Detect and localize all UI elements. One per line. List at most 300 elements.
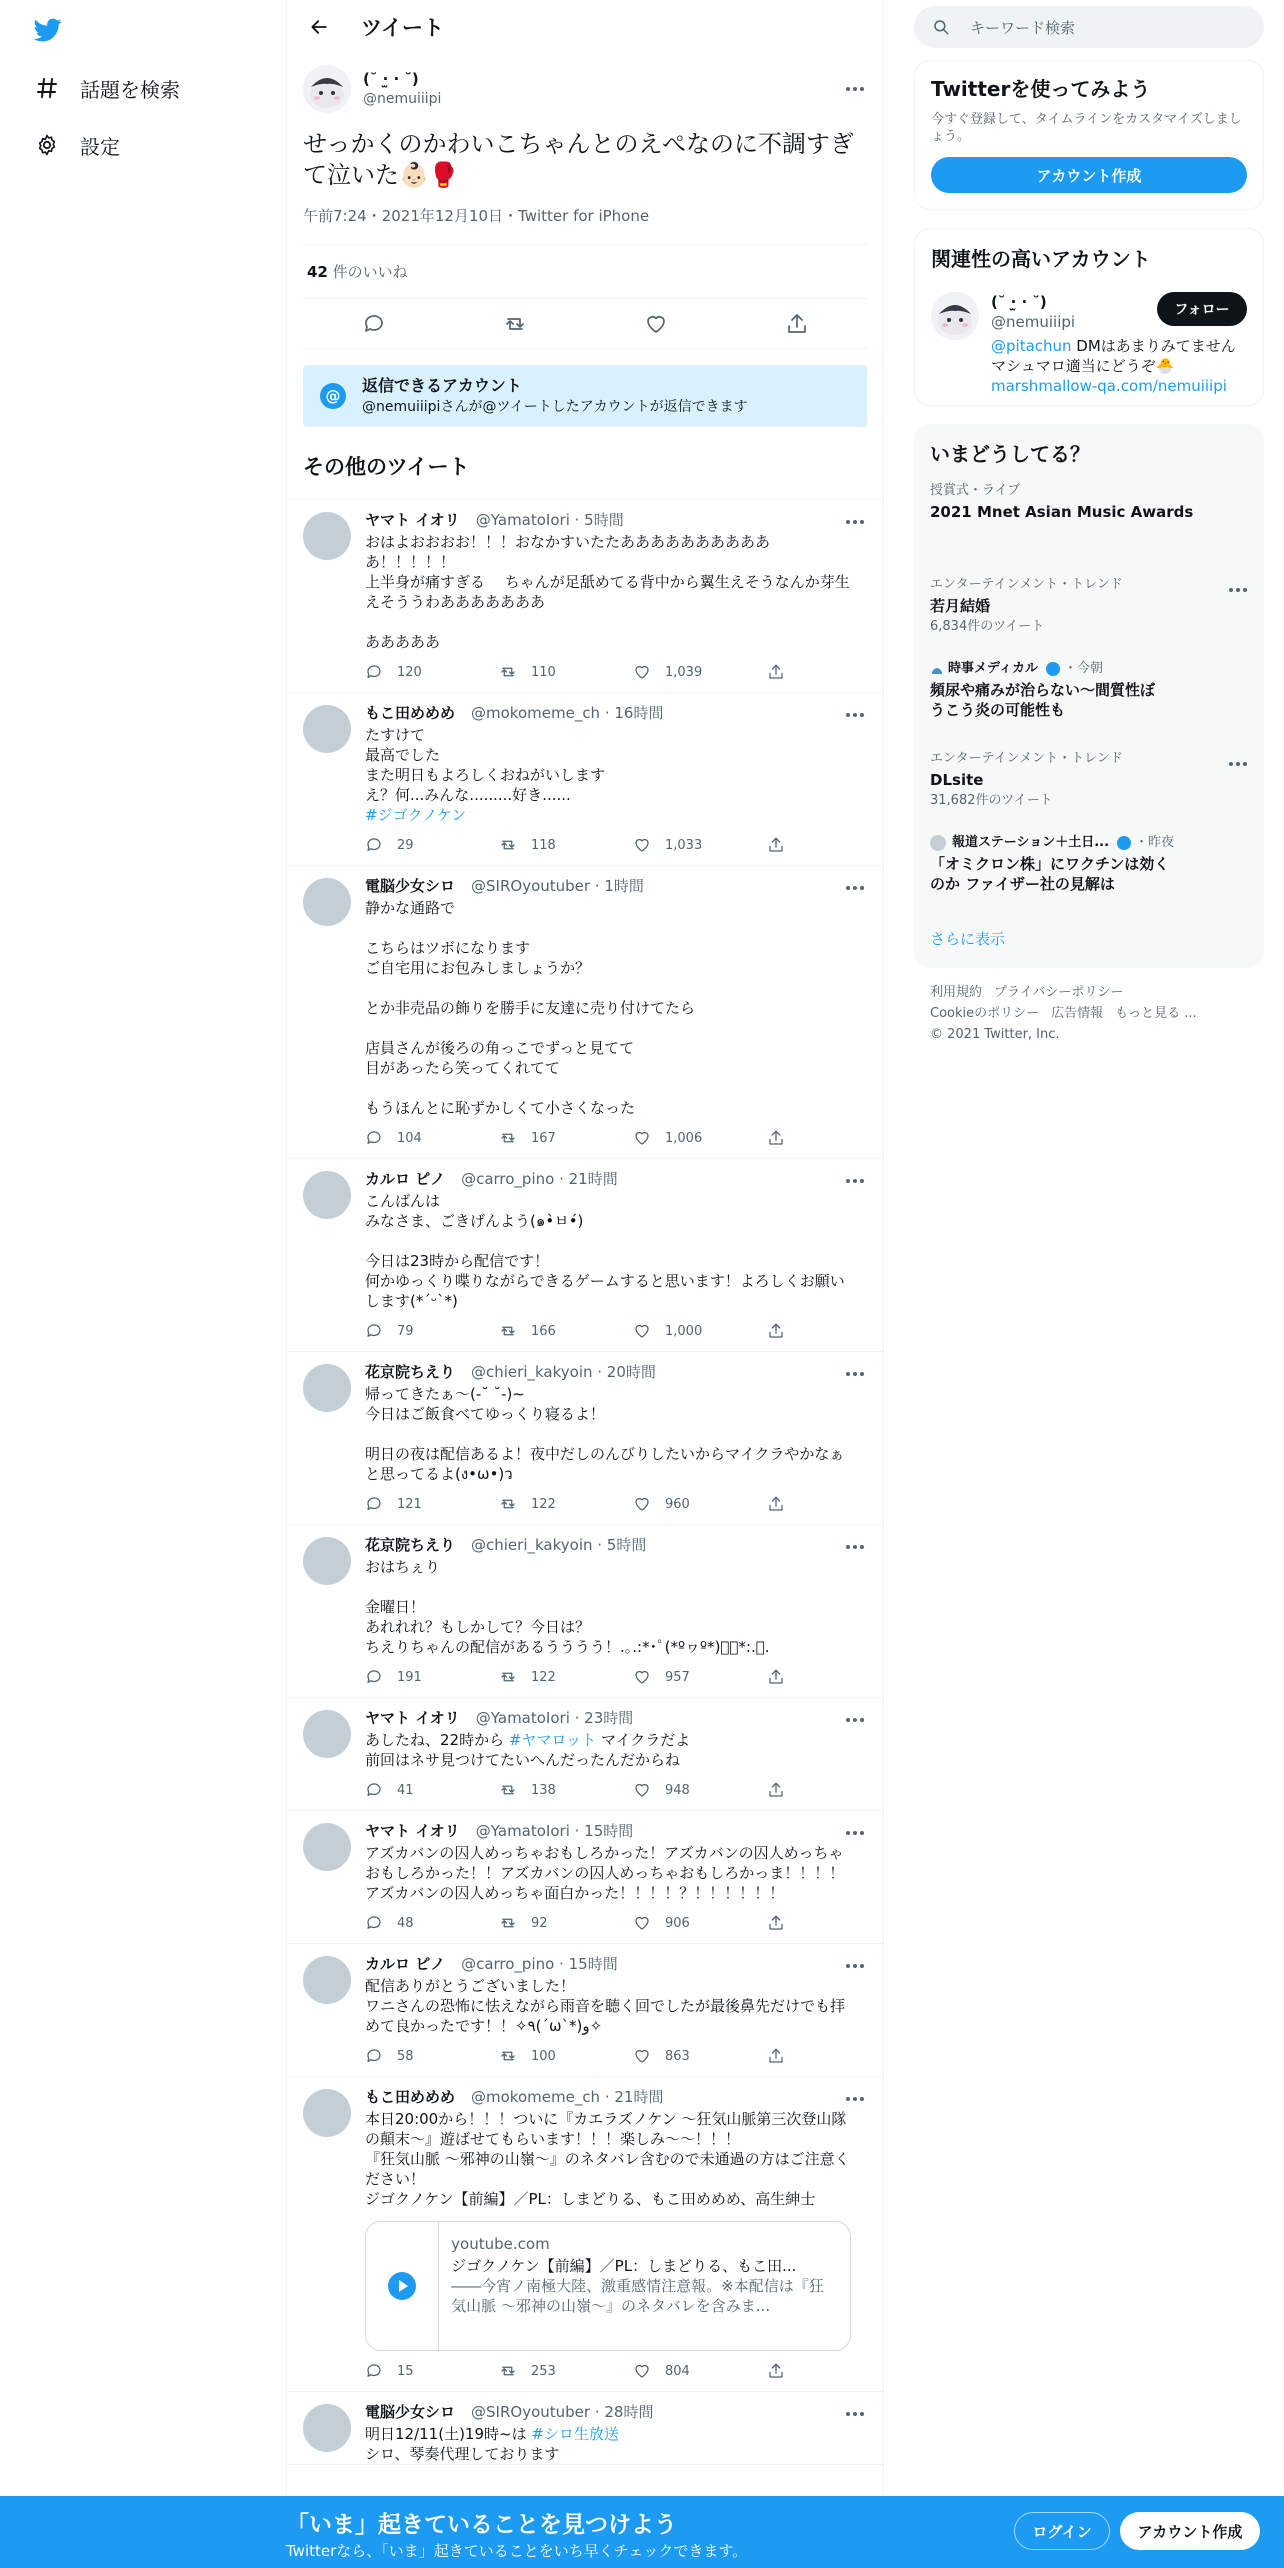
trend-more-icon[interactable] [1226, 756, 1250, 772]
tweet-text: 明日12/11(土)19時~は [365, 2425, 532, 2443]
like-count: 948 [665, 1782, 690, 1798]
like-icon [633, 836, 651, 854]
news-item[interactable] [914, 660, 1264, 720]
likes-count[interactable] [303, 245, 867, 299]
main-column [286, 0, 884, 2568]
author-handle[interactable]: @nemuiiipi [363, 91, 442, 107]
tweet-item[interactable] [287, 1698, 883, 1811]
more-icon[interactable] [843, 1366, 867, 1382]
twitter-logo-icon[interactable] [32, 16, 64, 44]
tweet-actions [303, 299, 867, 349]
reply-count: 120 [397, 664, 422, 680]
nav-explore-label: 話題を検索 [80, 77, 180, 102]
reply-icon [365, 1129, 383, 1147]
tweet-item[interactable] [287, 693, 883, 866]
avatar[interactable] [303, 2404, 351, 2452]
share-button[interactable] [767, 663, 799, 681]
header [287, 0, 883, 53]
tweet-author-meta[interactable]: @chieri_kakyoin · 5時間 [471, 1536, 647, 1554]
reply-button[interactable] [365, 663, 499, 681]
tweet-author-meta[interactable]: @carro_pino · 21時間 [461, 1170, 618, 1188]
tweet-item[interactable] [287, 2077, 883, 2392]
like-count: 1,000 [665, 1323, 703, 1339]
news-logo-icon [930, 835, 946, 851]
retweet-button[interactable] [499, 1781, 633, 1799]
share-button[interactable] [767, 1668, 799, 1686]
like-count: 960 [665, 1496, 690, 1512]
reply-icon [365, 1322, 383, 1340]
retweet-icon [499, 1129, 517, 1147]
trend-title: DLsite [930, 771, 984, 789]
tweet-author-name[interactable]: もこ田めめめ [365, 704, 456, 722]
reply-icon [365, 2047, 383, 2065]
reply-button[interactable] [365, 1781, 499, 1799]
news-item[interactable] [914, 834, 1264, 894]
more-icon[interactable] [843, 2406, 867, 2422]
tweet-author-meta[interactable]: @YamatoIori · 5時間 [475, 511, 624, 529]
retweet-count: 122 [531, 1669, 556, 1685]
more-icon[interactable] [843, 880, 867, 896]
tweet-text: アズカバンの囚人めっちゃおもしろかった！アズカバンの囚人めっちゃおもしろかった！！アズカバンの囚人めっちゃおもしろかっま！！！！アズカバンの囚人めっちゃ面白かった！！！！？！！！！！！ [365, 1844, 845, 1902]
share-icon [767, 663, 785, 681]
reply-count: 79 [397, 1323, 414, 1339]
news-source-name: 報道ステーション＋土日... [952, 835, 1110, 850]
search-input[interactable]: キーワード検索 [970, 18, 1076, 37]
retweet-count: 253 [531, 2363, 556, 2379]
retweet-button[interactable] [499, 1129, 633, 1147]
card-domain: youtube.com [451, 2235, 550, 2253]
search-bar[interactable] [914, 6, 1264, 48]
tweet-text: 配信ありがとうございました！ ワニさんの恐怖に怯えながら雨音を聴く回でしたが最後鼻先だけでも拝めて良かったです！！✧٩(ˊωˋ*)و✧ [365, 1977, 846, 2035]
tweet-body [365, 1191, 867, 1311]
like-button[interactable] [633, 2047, 767, 2065]
retweet-icon [499, 1781, 517, 1799]
footer-link[interactable]: プライバシーポリシー [994, 985, 1124, 1000]
like-icon [633, 663, 651, 681]
focused-tweet [287, 53, 883, 427]
like-icon [633, 2047, 651, 2065]
reply-button[interactable] [365, 2047, 499, 2065]
like-count: 1,033 [665, 837, 703, 853]
tweet-author-meta[interactable]: @YamatoIori · 23時間 [475, 1709, 634, 1727]
like-button[interactable] [633, 1781, 767, 1799]
retweet-count: 110 [531, 664, 556, 680]
avatar[interactable] [303, 705, 351, 753]
share-icon [767, 2047, 785, 2065]
reply-icon [365, 1914, 383, 1932]
related-handle[interactable]: @nemuiiipi [991, 313, 1076, 331]
retweet-count: 167 [531, 1130, 556, 1146]
tweet-item[interactable] [287, 1159, 883, 1352]
tweet-list [287, 500, 883, 2465]
news-title: 「オミクロン株」にワクチンは効くのか ファイザー社の見解は [930, 855, 1170, 893]
trend-title: 2021 Mnet Asian Music Awards [930, 503, 1194, 521]
tweet-actions [365, 1118, 867, 1158]
related-avatar[interactable] [931, 292, 979, 340]
like-count: 804 [665, 2363, 690, 2379]
tweet-author-name[interactable]: ヤマト イオリ [365, 1709, 460, 1727]
retweet-button[interactable] [499, 1495, 633, 1513]
like-count: 863 [665, 2048, 690, 2064]
retweet-count: 138 [531, 1782, 556, 1798]
trend-title: 若月結婚 [930, 597, 991, 615]
reply-count: 121 [397, 1496, 422, 1512]
tweet-text: シロ、琴奏代理しております [365, 2445, 560, 2463]
tweet-text: こんばんは みなさま、ごきげんよう(๑•̀ㅂ•́) 今日は23時から配信です！ 何かゆっくり喋りながらできるゲームすると思います！よろしくお願いします(*ˊᵕˋ*) [365, 1192, 845, 1310]
tweet-actions [365, 1484, 867, 1524]
tweet-author-meta[interactable]: @SIROyoutuber · 28時間 [471, 2403, 654, 2421]
reply-button[interactable] [365, 836, 499, 854]
related-bio [991, 336, 1247, 396]
banner-title: 「いま」起きていることを見つけよう [286, 2512, 677, 2538]
retweet-icon [499, 663, 517, 681]
play-icon [366, 2222, 439, 2350]
related-accounts-panel [914, 228, 1264, 406]
hashtag-link[interactable]: #シロ生放送 [531, 2425, 619, 2443]
reply-icon [365, 1495, 383, 1513]
banner-sub: Twitterなら、「いま」起きていることをいち早くチェックできます。 [286, 2542, 748, 2560]
retweet-count: 92 [531, 1915, 548, 1931]
tweet-author-name[interactable]: ヤマト イオリ [365, 1822, 460, 1840]
tweet-body [365, 725, 867, 825]
like-icon[interactable] [644, 312, 668, 336]
footer [930, 982, 1250, 1045]
tweet-item[interactable] [287, 1944, 883, 2077]
more-tweets-title: その他のツイート [287, 427, 883, 500]
trends-panel [914, 424, 1264, 968]
share-button[interactable] [767, 1129, 799, 1147]
news-time: ・今朝 [1063, 661, 1103, 676]
avatar[interactable] [303, 1537, 351, 1585]
page-title: ツイート [361, 15, 444, 40]
news-source [930, 834, 1248, 852]
reply-count: 15 [397, 2363, 414, 2379]
reply-count: 29 [397, 837, 414, 853]
tweet-item[interactable] [287, 1352, 883, 1525]
trend-more-icon[interactable] [1226, 582, 1250, 598]
hashtag-link[interactable]: #ヤマロット [508, 1731, 597, 1749]
like-icon [633, 1495, 651, 1513]
share-button[interactable] [767, 1914, 799, 1932]
gear-icon [34, 132, 60, 158]
share-icon[interactable] [785, 312, 809, 336]
like-icon [633, 1914, 651, 1932]
retweet-button[interactable] [499, 1914, 633, 1932]
retweet-icon [499, 2362, 517, 2380]
tweet-author-meta[interactable]: @chieri_kakyoin · 20時間 [471, 1363, 656, 1381]
tweet-text: 本日20:00から！！！ついに『カエラズノケン ～狂気山脈第三次登山隊の顛末～』遊ばせてもらいます！！！楽しみ～～！！！ 『狂気山脈 ～邪神の山嶺～』のネタバレ含むので未通過の方はご注意ください！ ジゴクノケン【前編】／PL：しまどりる、もこ田めめめ、高生紳士 [365, 2110, 850, 2208]
show-more-link[interactable]: さらに表示 [930, 930, 1006, 948]
tweet-item[interactable] [287, 2392, 883, 2465]
related-name[interactable]: (˘ ·̫ · ˘) [991, 293, 1047, 311]
reply-restriction-notice [303, 365, 867, 427]
retweet-button[interactable] [499, 2362, 633, 2380]
more-icon[interactable] [843, 1712, 867, 1728]
like-count: 1,039 [665, 664, 703, 680]
retweet-count: 122 [531, 1496, 556, 1512]
tweet-author-name[interactable]: もこ田めめめ [365, 2088, 456, 2106]
avatar[interactable] [303, 512, 351, 560]
like-count: 1,006 [665, 1130, 703, 1146]
tweet-actions [365, 2036, 867, 2076]
share-icon [767, 1781, 785, 1799]
link-card[interactable] [365, 2221, 851, 2351]
more-icon[interactable] [843, 2091, 867, 2107]
tweet-text: 帰ってきたぁ〜(-˘ ˘-)~ 今日はご飯食べてゆっくり寝るよ！ 明日の夜は配信あるよ！夜中だしのんびりしたいからマイクラやかなぁと思ってるよ(ง•ω•)ว [365, 1385, 845, 1483]
tweet-actions [365, 2351, 867, 2391]
tweet-actions [365, 1770, 867, 1810]
avatar[interactable] [303, 878, 351, 926]
more-icon[interactable] [843, 514, 867, 530]
tweet-text: おはちぇり 金曜日！ あれれれ？もしかして？今日は？ ちえりちゃんの配信があるうううう！.｡.:*･ﾟ(*ºヮº*)ﾟ･*:.｡. [365, 1558, 770, 1656]
related-account[interactable] [915, 286, 1263, 396]
tweet-text: あしたね、22時から [365, 1731, 509, 1749]
news-logo-icon [930, 662, 944, 676]
tweet-author-meta[interactable]: @mokomeme_ch · 21時間 [471, 2088, 664, 2106]
retweet-button[interactable] [499, 1668, 633, 1686]
share-icon [767, 1322, 785, 1340]
tweet-actions [365, 1311, 867, 1351]
tweet-author-name[interactable]: 花京院ちえり [365, 1363, 456, 1381]
like-button[interactable] [633, 1322, 767, 1340]
reply-count: 48 [397, 1915, 414, 1931]
like-count: 906 [665, 1915, 690, 1931]
search-icon [932, 18, 950, 36]
more-icon[interactable] [843, 1825, 867, 1841]
like-button[interactable] [633, 2362, 767, 2380]
reply-notice-title: 返信できるアカウント [362, 376, 522, 395]
share-button[interactable] [767, 2362, 799, 2380]
trends-title: いまどうしてる？ [930, 442, 1090, 466]
tweet-author-name[interactable]: 電脳少女シロ [365, 2403, 456, 2421]
like-button[interactable] [633, 1129, 767, 1147]
tweet-body [365, 1557, 867, 1657]
tweet-text: たすけて 最高でした また明日もよろしくおねがいします え？何...みんな.........好き...... [365, 726, 606, 804]
avatar[interactable] [303, 1710, 351, 1758]
tweet-meta[interactable]: 午前7:24・2021年12月10日・Twitter for iPhone [303, 205, 867, 245]
retweet-button[interactable] [499, 836, 633, 854]
avatar[interactable] [303, 65, 351, 113]
tweet-text: せっかくのかわいこちゃんとのえぺなのに不調すぎて泣いた👶🏻🥊 [303, 130, 855, 189]
like-count: 957 [665, 1669, 690, 1685]
tweet-item[interactable] [287, 500, 883, 693]
retweet-icon [499, 1322, 517, 1340]
tweet-author-meta[interactable]: @carro_pino · 15時間 [461, 1955, 618, 1973]
share-button[interactable] [767, 1322, 799, 1340]
tweet-actions [365, 1657, 867, 1697]
create-account-button[interactable]: アカウント作成 [931, 157, 1247, 193]
hashtag-icon [34, 75, 60, 101]
retweet-icon [499, 2047, 517, 2065]
share-icon [767, 836, 785, 854]
like-icon [633, 1322, 651, 1340]
more-icon[interactable] [843, 707, 867, 723]
tweet-author-meta[interactable]: @YamatoIori · 15時間 [475, 1822, 634, 1840]
retweet-icon [499, 1495, 517, 1513]
tweet-actions [365, 652, 867, 692]
more-icon[interactable] [843, 81, 867, 97]
reply-icon [365, 2362, 383, 2380]
tweet-author-meta[interactable]: @SIROyoutuber · 1時間 [471, 877, 644, 895]
like-button[interactable] [633, 663, 767, 681]
author-name[interactable]: (˘ ·̫ · ˘) [363, 70, 419, 88]
reply-button[interactable] [365, 1668, 499, 1686]
tweet-item[interactable] [287, 866, 883, 1159]
more-icon[interactable] [843, 1539, 867, 1555]
card-title: ジゴクノケン【前編】／PL：しまどりる、もこ田... [451, 2257, 797, 2275]
reply-button[interactable] [365, 1495, 499, 1513]
related-title: 関連性の高いアカウント [931, 247, 1151, 271]
more-icon[interactable] [843, 1958, 867, 1974]
like-button[interactable] [633, 1668, 767, 1686]
tweet-author-name[interactable]: カルロ ピノ [365, 1955, 446, 1973]
reply-notice-sub: @nemuiiipiさんが@ツイートしたアカウントが返信できます [362, 399, 748, 415]
card-description: ――今宵ノ南極大陸、激重感情注意報。※本配信は『狂気山脈 ～邪神の山嶺～』のネタバレを含みま... [451, 2277, 824, 2315]
avatar[interactable] [303, 2089, 351, 2137]
copyright: © 2021 Twitter, Inc. [930, 1027, 1060, 1042]
news-source [930, 660, 1248, 678]
back-arrow-icon[interactable] [301, 9, 337, 45]
avatar[interactable] [303, 1171, 351, 1219]
share-icon [767, 1129, 785, 1147]
at-icon: @ [320, 383, 346, 409]
tweet-body [365, 2109, 867, 2209]
retweet-count: 166 [531, 1323, 556, 1339]
retweet-count: 100 [531, 2048, 556, 2064]
reply-button[interactable] [365, 1322, 499, 1340]
trend-category: エンターテインメント・トレンド [930, 751, 1123, 766]
tweet-author-name[interactable]: ヤマト イオリ [365, 511, 460, 529]
signup-title: Twitterを使ってみよう [931, 77, 1151, 101]
retweet-button[interactable] [499, 1322, 633, 1340]
nav-settings[interactable] [34, 127, 120, 163]
tweet-item[interactable] [287, 1525, 883, 1698]
reply-icon [365, 836, 383, 854]
news-source-name: 時事メディカル [948, 661, 1038, 676]
trend-item[interactable] [914, 482, 1264, 522]
signup-sub: 今すぐ登録して、タイムラインをカスタマイズしましょう。 [931, 112, 1242, 144]
like-button[interactable] [633, 1914, 767, 1932]
reply-count: 191 [397, 1669, 422, 1685]
share-button[interactable] [767, 1495, 799, 1513]
verified-icon [1046, 662, 1060, 676]
trend-item[interactable] [914, 576, 1264, 636]
news-title: 頻尿や痛みが治らない～間質性ぼうこう炎の可能性も [930, 681, 1156, 719]
reply-button[interactable] [365, 2362, 499, 2380]
login-button[interactable]: ログイン [1014, 2512, 1110, 2550]
tweet-text: マイクラだよ 前回はネサ見つけてたいへんだったんだからね [365, 1731, 691, 1769]
like-icon [633, 2362, 651, 2380]
tweet-author-meta[interactable]: @mokomeme_ch · 16時間 [471, 704, 664, 722]
like-icon [633, 1129, 651, 1147]
trend-category: 授賞式・ライブ [930, 483, 1021, 498]
tweet-actions [365, 1903, 867, 1943]
likes-label: 件のいいね [327, 263, 408, 281]
reply-count: 41 [397, 1782, 414, 1798]
signup-button[interactable]: アカウント作成 [1120, 2512, 1260, 2550]
reply-icon [365, 1781, 383, 1799]
share-button[interactable] [767, 2047, 799, 2065]
tweet-text: おはよおおおお！！！おなかすいたたあああああああああああ！！！！！ 上半身が痛すぎる ちゃんが足舐めてる背中から翼生えそうなんか芽生えそううわあああああああ あああああ [365, 533, 850, 651]
reply-count: 58 [397, 2048, 414, 2064]
avatar[interactable] [303, 1364, 351, 1412]
tweet-text: 静かな通路で こちらはツボになります ご自宅用にお包みしましょうか？ とか非売品の飾りを勝手に友達に売り付けてたら 店員さんが後ろの角っこでずっと見てて 目があったら笑ってくれてて もうほんとに恥ずかしくて小さくなった [365, 899, 696, 1117]
share-icon [767, 2362, 785, 2380]
like-icon [633, 1781, 651, 1799]
tweet-author-name[interactable]: 電脳少女シロ [365, 877, 456, 895]
retweet-icon [499, 1914, 517, 1932]
trend-item[interactable] [914, 750, 1264, 810]
tweet-body [365, 1843, 867, 1903]
like-icon [633, 1668, 651, 1686]
tweet-body [365, 532, 867, 652]
reply-count: 104 [397, 1130, 422, 1146]
retweet-button[interactable] [499, 663, 633, 681]
hashtag-link[interactable]: #ジゴクノケン [365, 806, 467, 824]
reply-icon [365, 663, 383, 681]
footer-link[interactable]: Cookieのポリシー [930, 1006, 1040, 1021]
tweet-author-name[interactable]: カルロ ピノ [365, 1170, 446, 1188]
footer-link[interactable]: 広告情報 [1051, 1006, 1104, 1021]
verified-icon [1117, 836, 1131, 850]
reply-icon[interactable] [362, 312, 386, 336]
footer-link[interactable]: 利用規約 [930, 985, 983, 1000]
retweet-icon[interactable] [503, 312, 527, 336]
news-time: ・昨夜 [1135, 835, 1175, 850]
left-nav [0, 0, 286, 2568]
share-button[interactable] [767, 1781, 799, 1799]
retweet-count: 118 [531, 837, 556, 853]
follow-button[interactable]: フォロー [1157, 292, 1247, 326]
share-icon [767, 1495, 785, 1513]
like-button[interactable] [633, 836, 767, 854]
bio-mention[interactable]: @pitachun [991, 337, 1072, 355]
share-button[interactable] [767, 836, 799, 854]
signup-panel [914, 60, 1264, 210]
bio-text: DMはあまりみてません マシュマロ適当にどうぞ🐣 [991, 337, 1236, 375]
trend-count: 31,682件のツイート [930, 793, 1053, 808]
reply-button[interactable] [365, 1914, 499, 1932]
tweet-item[interactable] [287, 1811, 883, 1944]
like-button[interactable] [633, 1495, 767, 1513]
likes-number: 42 [307, 263, 328, 281]
tweet-body [365, 1730, 867, 1770]
tweet-author-name[interactable]: 花京院ちえり [365, 1536, 456, 1554]
trend-category: エンターテインメント・トレンド [930, 577, 1123, 592]
more-icon[interactable] [843, 1173, 867, 1189]
trend-count: 6,834件のツイート [930, 619, 1045, 634]
tweet-body [365, 1976, 867, 2036]
reply-button[interactable] [365, 1129, 499, 1147]
nav-settings-label: 設定 [80, 134, 120, 159]
footer-link[interactable]: もっと見る ... [1115, 1006, 1197, 1021]
tweet-body [365, 898, 867, 1118]
avatar[interactable] [303, 1823, 351, 1871]
reply-icon [365, 1668, 383, 1686]
share-icon [767, 1668, 785, 1686]
avatar[interactable] [303, 1956, 351, 2004]
bio-link[interactable]: marshmallow-qa.com/nemuiiipi [991, 377, 1227, 395]
nav-explore[interactable] [34, 70, 180, 106]
tweet-body [365, 2424, 867, 2464]
tweet-body [365, 1384, 867, 1484]
share-icon [767, 1914, 785, 1932]
retweet-icon [499, 836, 517, 854]
bottom-banner [0, 2496, 1284, 2568]
tweet-actions [365, 825, 867, 865]
retweet-icon [499, 1668, 517, 1686]
retweet-button[interactable] [499, 2047, 633, 2065]
